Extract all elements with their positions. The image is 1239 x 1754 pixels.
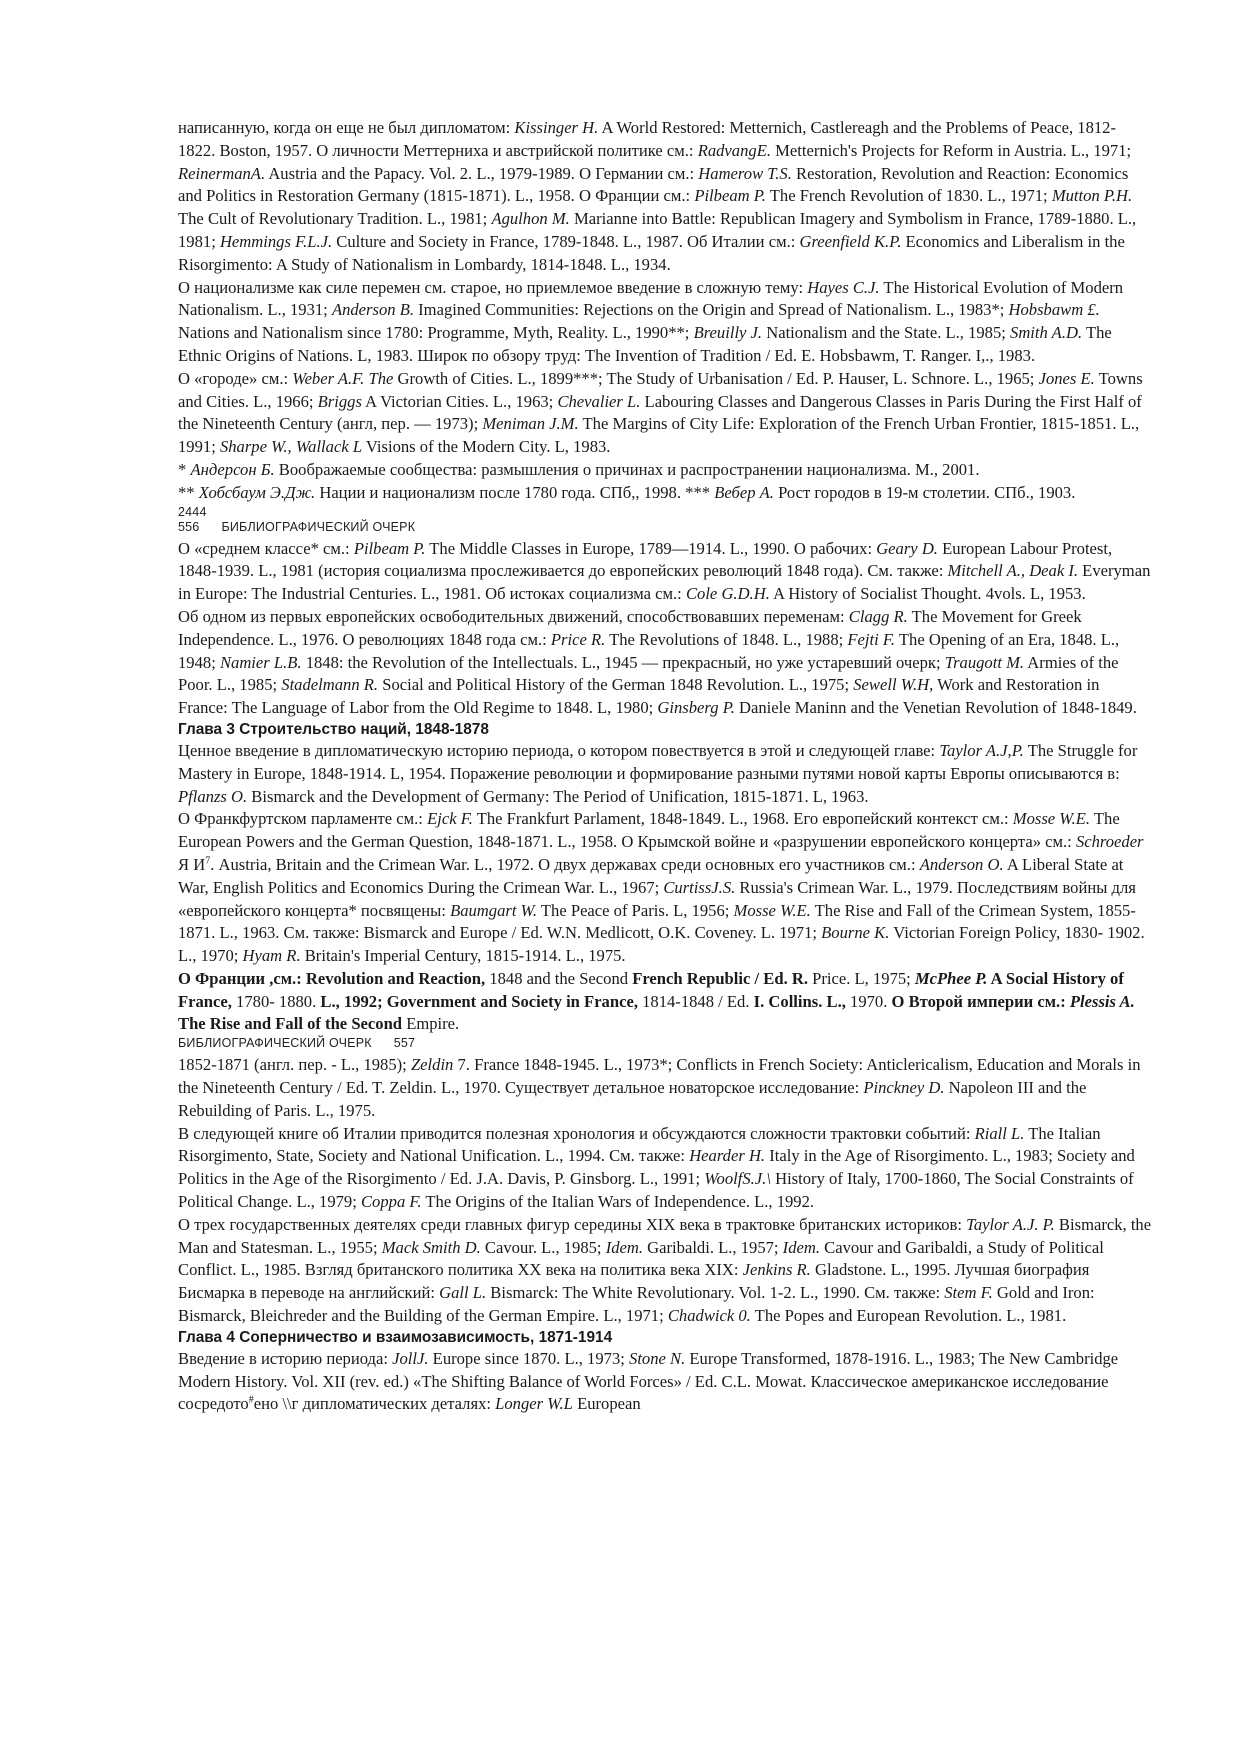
text-run: The Movement for Greek Independence. L., 1976. О революциях 1848 года см.: bbox=[178, 606, 1082, 649]
text-run: Cavour and Garibaldi, a Study of Political Conflict. L., 1985. Взгляд британского политика XX века на политика века XIX: bbox=[178, 1237, 1104, 1280]
document-page bbox=[178, 117, 1153, 1416]
text-run: Imagined Communities: Rejections on the Origin and Spread of Nationalism. L., 1983*; bbox=[414, 300, 1009, 320]
text-run: A Victorian Cities. L., 1963; bbox=[361, 391, 558, 411]
text-run: The Italian Risorgimento, State, Society and National Unification. L., 1994. См. также: bbox=[178, 1123, 1101, 1166]
author-name: CurtissJ.S. bbox=[663, 877, 736, 897]
text-run: A Social History of France, bbox=[178, 968, 1124, 1011]
paragraph bbox=[178, 277, 1153, 368]
text-run: . Austria, Britain and the Crimean War. L., 1972. О двух державах среди основных его участников см.: bbox=[210, 854, 920, 874]
text-run: Gladstone. L., 1995. Лучшая биография Бисмарка в переводе на английский: bbox=[178, 1260, 1090, 1303]
author-name: Андерсон Б. bbox=[190, 459, 275, 479]
text-run: Введение в историю периода: bbox=[178, 1348, 393, 1368]
author-name: Chevalier L. bbox=[557, 391, 641, 411]
author-name: Clagg R. bbox=[848, 606, 908, 626]
author-name: Idem. bbox=[605, 1237, 644, 1257]
author-name: Cole G.D.H. bbox=[685, 584, 770, 604]
page-number: 556 bbox=[178, 519, 200, 534]
author-name: Ginsberg P. bbox=[657, 698, 735, 718]
text-run: Price. L, 1975; bbox=[808, 968, 915, 988]
author-name: ReinermanA. bbox=[178, 163, 266, 183]
paragraph bbox=[178, 968, 1153, 1036]
author-name: JollJ. bbox=[392, 1348, 429, 1368]
text-run: The Cult of Revolutionary Tradition. L., 1981; bbox=[178, 209, 492, 229]
author-name: Weber A.F. The bbox=[292, 368, 394, 388]
text-run: Europe since 1870. L., 1973; bbox=[428, 1348, 630, 1368]
text-run: Russia's Crimean War. L., 1979. Последствиям войны для «европейского концерта* посвящены: bbox=[178, 877, 1136, 920]
text-run: Bismarck: The White Revolutionary. Vol. 1-2. L., 1990. См. также: bbox=[486, 1283, 945, 1303]
text-run: The European Powers and the German Question, 1848-1871. L., 1958. О Крымской войне и «разрушении европейского концерта» см.: bbox=[178, 809, 1120, 852]
text-run: The Origins of the Italian Wars of Independence. L., 1992. bbox=[421, 1192, 815, 1212]
text-run: Garibaldi. L., 1957; bbox=[643, 1237, 783, 1257]
running-header-left bbox=[178, 520, 1153, 535]
author-name: Taylor A.J,P. bbox=[939, 740, 1024, 760]
text-run: History of Italy, 1700-1860, The Social Constraints of Political Change. L., 1979; bbox=[178, 1169, 1134, 1212]
author-name: Traugott M. bbox=[944, 652, 1025, 672]
author-name: Вебер А. bbox=[714, 482, 774, 502]
author-name: Jenkins R. bbox=[742, 1260, 811, 1280]
text-run: Empire. bbox=[402, 1014, 460, 1034]
text-run: Ценное введение в дипломатическую историю периода, о котором повествуется в этой и следующей главе: bbox=[178, 740, 940, 760]
author-name: Geary D. bbox=[876, 538, 938, 558]
author-name: WoolfS.J.\ bbox=[704, 1169, 771, 1189]
text-run: Towns and Cities. L., 1966; bbox=[178, 368, 1143, 411]
author-name: Pflanzs O. bbox=[178, 786, 248, 806]
author-name: Agulhon M. bbox=[491, 209, 570, 229]
text-run: Об одном из первых европейских освободительных движений, способствовавших переменам: bbox=[178, 606, 849, 626]
text-run: The Opening of an Era, 1848. L., 1948; bbox=[178, 629, 1120, 672]
text-run: ** bbox=[178, 482, 199, 502]
paragraph bbox=[178, 1348, 1153, 1416]
author-name: Chadwick 0. bbox=[667, 1306, 751, 1326]
author-name: Riall L. bbox=[974, 1123, 1025, 1143]
text-run: ено \\г дипломатических деталях: bbox=[253, 1394, 496, 1414]
paragraph bbox=[178, 538, 1153, 606]
text-run: Everyman in Europe: The Industrial Centuries. L., 1981. Об истоках социализма см.: bbox=[178, 561, 1151, 604]
author-name: Ejck F. bbox=[427, 809, 473, 829]
text-run: Europe Transformed, 1878-1916. L., 1983; The New Cambridge Modern History. Vol. XII (rev. ed.) «The Shifting Balance of World Forces» / Ed. C.L. Mowat. Классическое американское исследование сосредото bbox=[178, 1348, 1119, 1414]
text-run: В следующей книге об Италии приводится полезная хронология и обсуждаются сложности трактовки событий: bbox=[178, 1123, 975, 1143]
author-name: Pinckney D. bbox=[863, 1078, 945, 1098]
text-run: Culture and Society in France, 1789-1848. L., 1987. Об Италии см.: bbox=[332, 231, 800, 251]
author-name: Hayes C.J. bbox=[807, 277, 880, 297]
text-run: The Frankfurt Parlament, 1848-1849. L., 1968. Его европейский контекст см.: bbox=[472, 809, 1013, 829]
text-run: 1848: the Revolution of the Intellectuals. L., 1945 — прекрасный, но уже устаревший очерк; bbox=[301, 652, 945, 672]
text-run: О Второй империи см.: bbox=[891, 991, 1070, 1011]
author-name: Schroeder bbox=[1075, 832, 1144, 852]
text-run: Labouring Classes and Dangerous Classes in Paris During the First Half of the Nineteenth Century (англ, пер. — 1973); bbox=[178, 391, 1142, 434]
text-run: Metternich's Projects for Reform in Austria. L., 1971; bbox=[770, 140, 1132, 160]
text-run: Nationalism and the State. L., 1985; bbox=[762, 323, 1011, 343]
chapter-heading: Глава 3 Строительство наций, 1848-1878 bbox=[178, 720, 489, 738]
author-name: Gall L. bbox=[439, 1283, 487, 1303]
text-run: * bbox=[178, 459, 191, 479]
author-name: Hearder H. bbox=[689, 1146, 766, 1166]
author-name: Hobsbawm £. bbox=[1008, 300, 1100, 320]
text-run: Social and Political History of the German 1848 Revolution. L., 1975; bbox=[378, 675, 854, 695]
author-name: Mosse W.E. bbox=[733, 900, 811, 920]
text-run: The Rise and Fall of the Crimean System, 1855-1871. L., 1963. См. также: Bismarck and Europe / Ed. W.N. Medlicott, O.K. Coveney. L. 1971; bbox=[178, 900, 1136, 943]
author-name: Mack Smith D. bbox=[381, 1237, 481, 1257]
text-run: The Struggle for Mastery in Europe, 1848-1914. L, 1954. Поражение революции и формирование разными путями новой карты Европы описываются в: bbox=[178, 740, 1138, 783]
text-run: О «городе» см.: bbox=[178, 368, 293, 388]
text-run: О Франкфуртском парламенте см.: bbox=[178, 809, 428, 829]
author-name: Pilbeam P. bbox=[694, 186, 766, 206]
author-name: Briggs bbox=[317, 391, 362, 411]
text-run: 7 bbox=[205, 855, 211, 867]
text-run: О трех государственных деятелях среди главных фигур середины XIX века в трактовке британских историков: bbox=[178, 1214, 967, 1234]
author-name: Longer W.L bbox=[495, 1394, 573, 1414]
text-run: McPhee P. bbox=[914, 968, 988, 988]
author-name: Kissinger H. bbox=[514, 118, 599, 137]
text-run: European bbox=[572, 1394, 641, 1414]
text-run: The Historical Evolution of Modern Nationalism. L., 1931; bbox=[178, 277, 1124, 320]
text-run: 1852-1871 (англ. пер. - L., 1985); bbox=[178, 1055, 411, 1075]
author-name: Jones E. bbox=[1038, 368, 1095, 388]
text-run: Victorian Foreign Policy, 1830- 1902. L., 1970; bbox=[178, 923, 1145, 966]
paragraph bbox=[178, 606, 1153, 720]
author-name: Stadelmann R. bbox=[281, 675, 379, 695]
paragraph bbox=[178, 1054, 1153, 1122]
chapter-heading: Глава 4 Соперничество и взаимозависимость, 1871-1914 bbox=[178, 1328, 613, 1346]
text-run: The Revolutions of 1848. L., 1988; bbox=[605, 629, 848, 649]
author-name: Hemmings F.L.J. bbox=[219, 231, 333, 251]
running-title: БИБЛИОГРАФИЧЕСКИЙ ОЧЕРК bbox=[221, 519, 416, 534]
text-run: Bismarck and the Development of Germany: The Period of Unification, 1815-1871. L, 1963. bbox=[247, 786, 869, 806]
author-name: Meniman J.M. bbox=[482, 414, 579, 434]
text-run: Нации и национализм после 1780 года. СПб,, 1998. *** bbox=[315, 482, 715, 502]
text-run: Воображаемые сообщества: размышления о причинах и распространении национализма. М., 2001. bbox=[274, 459, 980, 479]
footnote bbox=[178, 482, 1153, 505]
text-run: The Popes and European Revolution. L., 1981. bbox=[750, 1306, 1067, 1326]
text-run: 1848 and the Second bbox=[485, 968, 633, 988]
paragraph bbox=[178, 368, 1153, 459]
text-run: 7. France 1848-1945. L., 1973*; Conflicts in French Society: Anticlericalism, Education and Morals in the Nineteenth Century / Ed. T. Zeldin. L., 1970. Существует детальное новаторское исследование: bbox=[178, 1055, 1141, 1098]
author-name bbox=[915, 969, 988, 988]
text-run: The Ethnic Origins of Nations. L, 1983. Широк по обзору труд: The Invention of Tradition / Ed. E. Hobsbawm, T. Ranger. I,., 1983. bbox=[178, 323, 1112, 365]
text-run: The Middle Classes in Europe, 1789—1914. L., 1990. О рабочих: bbox=[425, 538, 877, 558]
author-name: Mutton P.H. bbox=[1051, 186, 1133, 206]
author-name: Smith A.D. bbox=[1010, 323, 1083, 343]
author-name: Hyam R. bbox=[242, 946, 301, 966]
text-run: Britain's Imperial Century, 1815-1914. L., 1975. bbox=[300, 946, 626, 966]
paragraph bbox=[178, 117, 1153, 277]
paragraph bbox=[178, 1214, 1153, 1328]
text-run: I. Collins. L., bbox=[753, 991, 846, 1011]
text-run: A World Restored: Metternich, Castlereagh and the Problems of Peace, 1812-1822. Boston, 1957. О личности Меттерниха и австрийской политике см.: bbox=[178, 118, 1117, 160]
text-run: Cavour. L., 1985; bbox=[480, 1237, 606, 1257]
author-name: Hamerow T.S. bbox=[698, 163, 792, 183]
paragraph bbox=[178, 740, 1153, 808]
text-run: 1970. bbox=[845, 991, 892, 1011]
text-run: Armies of the Poor. L., 1985; bbox=[178, 652, 1119, 695]
text-run: A History of Socialist Thought. 4vols. L, 1953. bbox=[769, 584, 1086, 604]
author-name: Anderson B. bbox=[331, 300, 414, 320]
text-run: Austria and the Papacy. Vol. 2. L., 1979-1989. О Германии см.: bbox=[265, 163, 699, 183]
author-name: Anderson O. bbox=[919, 854, 1004, 874]
text-run: написанную, когда он еще не был дипломатом: bbox=[178, 118, 515, 137]
author-name: Pilbeam P. bbox=[353, 538, 426, 558]
author-name: Sewell W.H, bbox=[853, 675, 934, 695]
text-run: Growth of Cities. L., 1899***; The Study of Urbanisation / Ed. P. Hauser, L. Schnore. L., 1965; bbox=[393, 368, 1039, 388]
text-run: 1814-1848 / Ed. bbox=[637, 991, 754, 1011]
author-name: Fejti F. bbox=[847, 629, 896, 649]
text-run: Work and Restoration in France: The Language of Labor from the Old Regime to 1848. L, 1980; bbox=[178, 675, 1100, 718]
text-run: L., 1992; Government and Society in France, bbox=[320, 991, 638, 1011]
text-run: A Liberal State at War, English Politics and Economics During the Crimean War. L., 1967; bbox=[178, 854, 1124, 897]
author-name: Mosse W.E. bbox=[1012, 809, 1091, 829]
author-name: Price R. bbox=[550, 629, 606, 649]
author-name: Mitchell A., Deak I. bbox=[947, 561, 1079, 581]
text-run: О национализме как силе перемен см. старое, но приемлемое введение в сложную тему: bbox=[178, 277, 808, 297]
text-run: Bismarck, the Man and Statesman. L., 1955; bbox=[178, 1214, 1152, 1257]
text-run: Italy in the Age of Risorgimento. L., 1983; Society and Politics in the Age of the Risorgimento / Ed. J.A. Davis, P. Ginsborg. L., 1991; bbox=[178, 1146, 1135, 1189]
footnote bbox=[178, 459, 1153, 482]
text-run: French Republic / Ed. R. bbox=[632, 968, 808, 988]
text-run: Plessis A. bbox=[1069, 991, 1135, 1011]
text-run: Daniele Maninn and the Venetian Revolution of 1848-1849. bbox=[734, 698, 1137, 718]
text-run: European Labour Protest, 1848-1939. L., 1981 (история социализма прослеживается до европейских революций 1848 года). См. также: bbox=[178, 538, 1113, 581]
author-name: Sharpe W., Wallack L bbox=[219, 437, 363, 457]
author-name: Хобсбаум Э.Дж. bbox=[198, 482, 316, 502]
page-number: 557 bbox=[393, 1036, 416, 1051]
text-run: О «среднем классе* см.: bbox=[178, 538, 354, 558]
text-run: The Rise and Fall of the Second bbox=[178, 1014, 403, 1034]
running-header-right bbox=[178, 1036, 1153, 1051]
author-name: RadvangE. bbox=[697, 140, 771, 160]
author-name: Greenfield K.P. bbox=[799, 231, 902, 251]
author-name: Zeldin bbox=[410, 1055, 454, 1075]
page-marker: 2444 bbox=[178, 504, 207, 519]
author-name: Bourne K. bbox=[821, 923, 890, 943]
author-name: Namier L.B. bbox=[219, 652, 302, 672]
author-name: Idem. bbox=[782, 1237, 820, 1257]
text-run: Рост городов в 19-м столетии. СПб., 1903. bbox=[773, 482, 1076, 502]
author-name: Coppa F. bbox=[360, 1192, 422, 1212]
text-run: The Peace of Paris. L, 1956; bbox=[537, 900, 734, 920]
running-title: БИБЛИОГРАФИЧЕСКИЙ ОЧЕРК bbox=[178, 1036, 372, 1051]
author-name: Taylor A.J. P. bbox=[966, 1214, 1055, 1234]
author-name: Stem F. bbox=[944, 1283, 993, 1303]
text-run: Я И bbox=[178, 854, 206, 874]
text-run: The Margins of City Life: Exploration of the French Urban Frontier, 1815-1851. L., 1991; bbox=[178, 414, 1140, 457]
text-run: 1780- 1880. bbox=[231, 991, 321, 1011]
author-name bbox=[1070, 992, 1135, 1011]
author-name: Baumgart W. bbox=[450, 900, 538, 920]
text-run: Restoration, Revolution and Reaction: Economics and Politics in Restoration Germany (1815-1871). L., 1958. О Франции см.: bbox=[178, 163, 1129, 206]
text-run: # bbox=[248, 1394, 254, 1406]
author-name: Stone N. bbox=[629, 1348, 686, 1368]
text-run: Gold and Iron: Bismarck, Bleichreder and the Building of the German Empire. L., 1971; bbox=[178, 1283, 1095, 1326]
paragraph bbox=[178, 1123, 1153, 1214]
text-run: Nations and Nationalism since 1780: Programme, Myth, Reality. L., 1990**; bbox=[178, 323, 694, 343]
text-run: Economics and Liberalism in the Risorgimento: A Study of Nationalism in Lombardy, 1814-1848. L., 1934. bbox=[178, 231, 1125, 274]
text-run: The French Revolution of 1830. L., 1971; bbox=[765, 186, 1052, 206]
text-run: О Франции ,см.: Revolution and Reaction, bbox=[178, 968, 486, 988]
paragraph bbox=[178, 808, 1153, 968]
text-run: Napoleon III and the Rebuilding of Paris. L., 1975. bbox=[178, 1078, 1087, 1120]
author-name: Breuilly J. bbox=[693, 323, 763, 343]
text-run: Visions of the Modern City. L, 1983. bbox=[362, 437, 611, 457]
text-run: Marianne into Battle: Republican Imagery and Symbolism in France, 1789-1880. L., 1981; bbox=[178, 209, 1137, 251]
